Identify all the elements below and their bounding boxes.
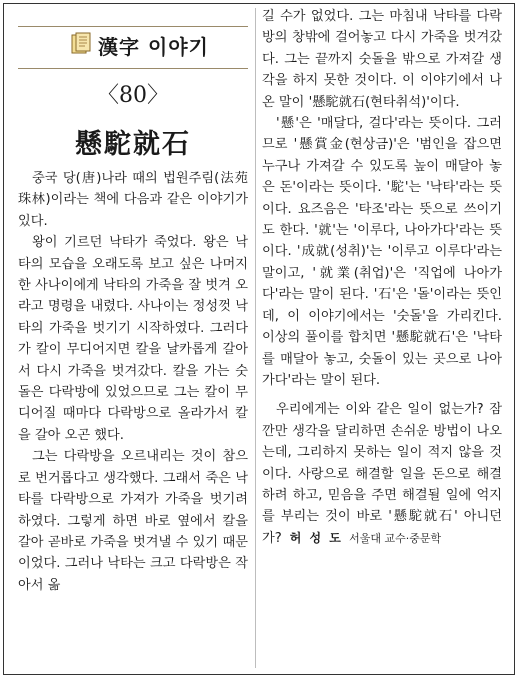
column-divider — [255, 8, 256, 668]
author-affiliation: 서울대 교수·중문학 — [349, 531, 442, 545]
right-column — [262, 6, 502, 549]
scroll-icon — [70, 32, 92, 56]
series-header — [18, 20, 248, 70]
issue-number: 〈80〉 — [97, 83, 169, 108]
paragraph: '懸'은 '매달다, 걸다'라는 뜻이다. 그러므로 '懸賞金(현상금)'은 '범인을 잡으면 누구나 가져갈 수 있도록 높이 매달아 놓은 돈'이라는 뜻이다. '駝'는 '낙타'라는 뜻이다. 요즈음은 '타조'라는 뜻으로 쓰이기도 한다. '就'는 '이루다, 나아가다'라는 뜻이다. '成就(성취)'는 '이루고 이루다'라는 말이고, '就業(취업)'은 '직업에 나아가다'라는 말이 된다. '石'은 '돌'이라는 뜻인데, 이 이야기에서는 '숫돌'을 가리킨다. 이상의 풀이를 합치면 '懸駝就石'은 '낙타를 매달아 놓고, 숫돌이 있는 곳으로 나아가다'라는 말이 된다. — [262, 116, 502, 388]
paragraph: 길 수가 없었다. 그는 마침내 낙타를 다락방의 창밖에 걸어놓고 다시 가죽을 벗겨갔다. 그는 끝까지 숫돌을 밖으로 가져갈 생각을 하지 못한 것이다. 이 이야기에서 나온 말이 '懸駝就石(현타취석)'이다. — [262, 9, 502, 110]
left-body — [18, 168, 248, 596]
paragraph: 왕이 기르던 낙타가 죽었다. 왕은 낙타의 모습을 오래도록 보고 싶은 나머지 한 사나이에게 낙타의 가죽을 잘 벗겨 오라고 명령을 내렸다. 사나이는 정성껏 낙타의 가죽을 벗기기 시작하였다. 그러다가 칼이 무디어지면 칼을 날카롭게 갈아서 다시 가죽을 벗겨갔다. 칼을 가는 숫돌은 다락방에 있었으므로 그는 칼이 무디어질 때마다 다락방으로 올라가서 칼을 갈아 오곤 했다. — [18, 235, 248, 443]
header-rule-top — [18, 26, 248, 27]
series-title: 漢字 이야기 — [98, 35, 209, 59]
paragraph-text: 우리에게는 이와 같은 일이 없는가? 잠깐만 생각을 달리하면 손쉬운 방법이 나오는데, 그리하지 못하는 일이 적지 않을 것이다. 사랑으로 해결할 일을 돈으로 해결하려 하고, 믿음을 주면 해결될 일에 억지를 부리는 것이 바로 '懸駝就石' 아니던가? — [262, 402, 502, 546]
paragraph: 중국 당(唐)나라 때의 법원주림(法苑珠林)이라는 책에 다음과 같은 이야기가 있다. — [18, 171, 248, 229]
paragraph: 그는 다락방을 오르내리는 것이 참으로 번거롭다고 생각했다. 그래서 죽은 낙타를 다락방으로 가져가 가죽을 벗기려 하였다. 그렇게 하면 바로 옆에서 칼을 갈아 곧바로 가죽을 벗겨낼 수 있기 때문이었다. 그러나 낙타는 크고 다락방은 작아서 옮 — [18, 449, 248, 593]
article-title: 懸駝就石 — [75, 129, 191, 160]
author-name: 허 성 도 — [289, 530, 343, 545]
header-rule-bottom — [18, 68, 248, 69]
paragraph — [262, 399, 502, 549]
